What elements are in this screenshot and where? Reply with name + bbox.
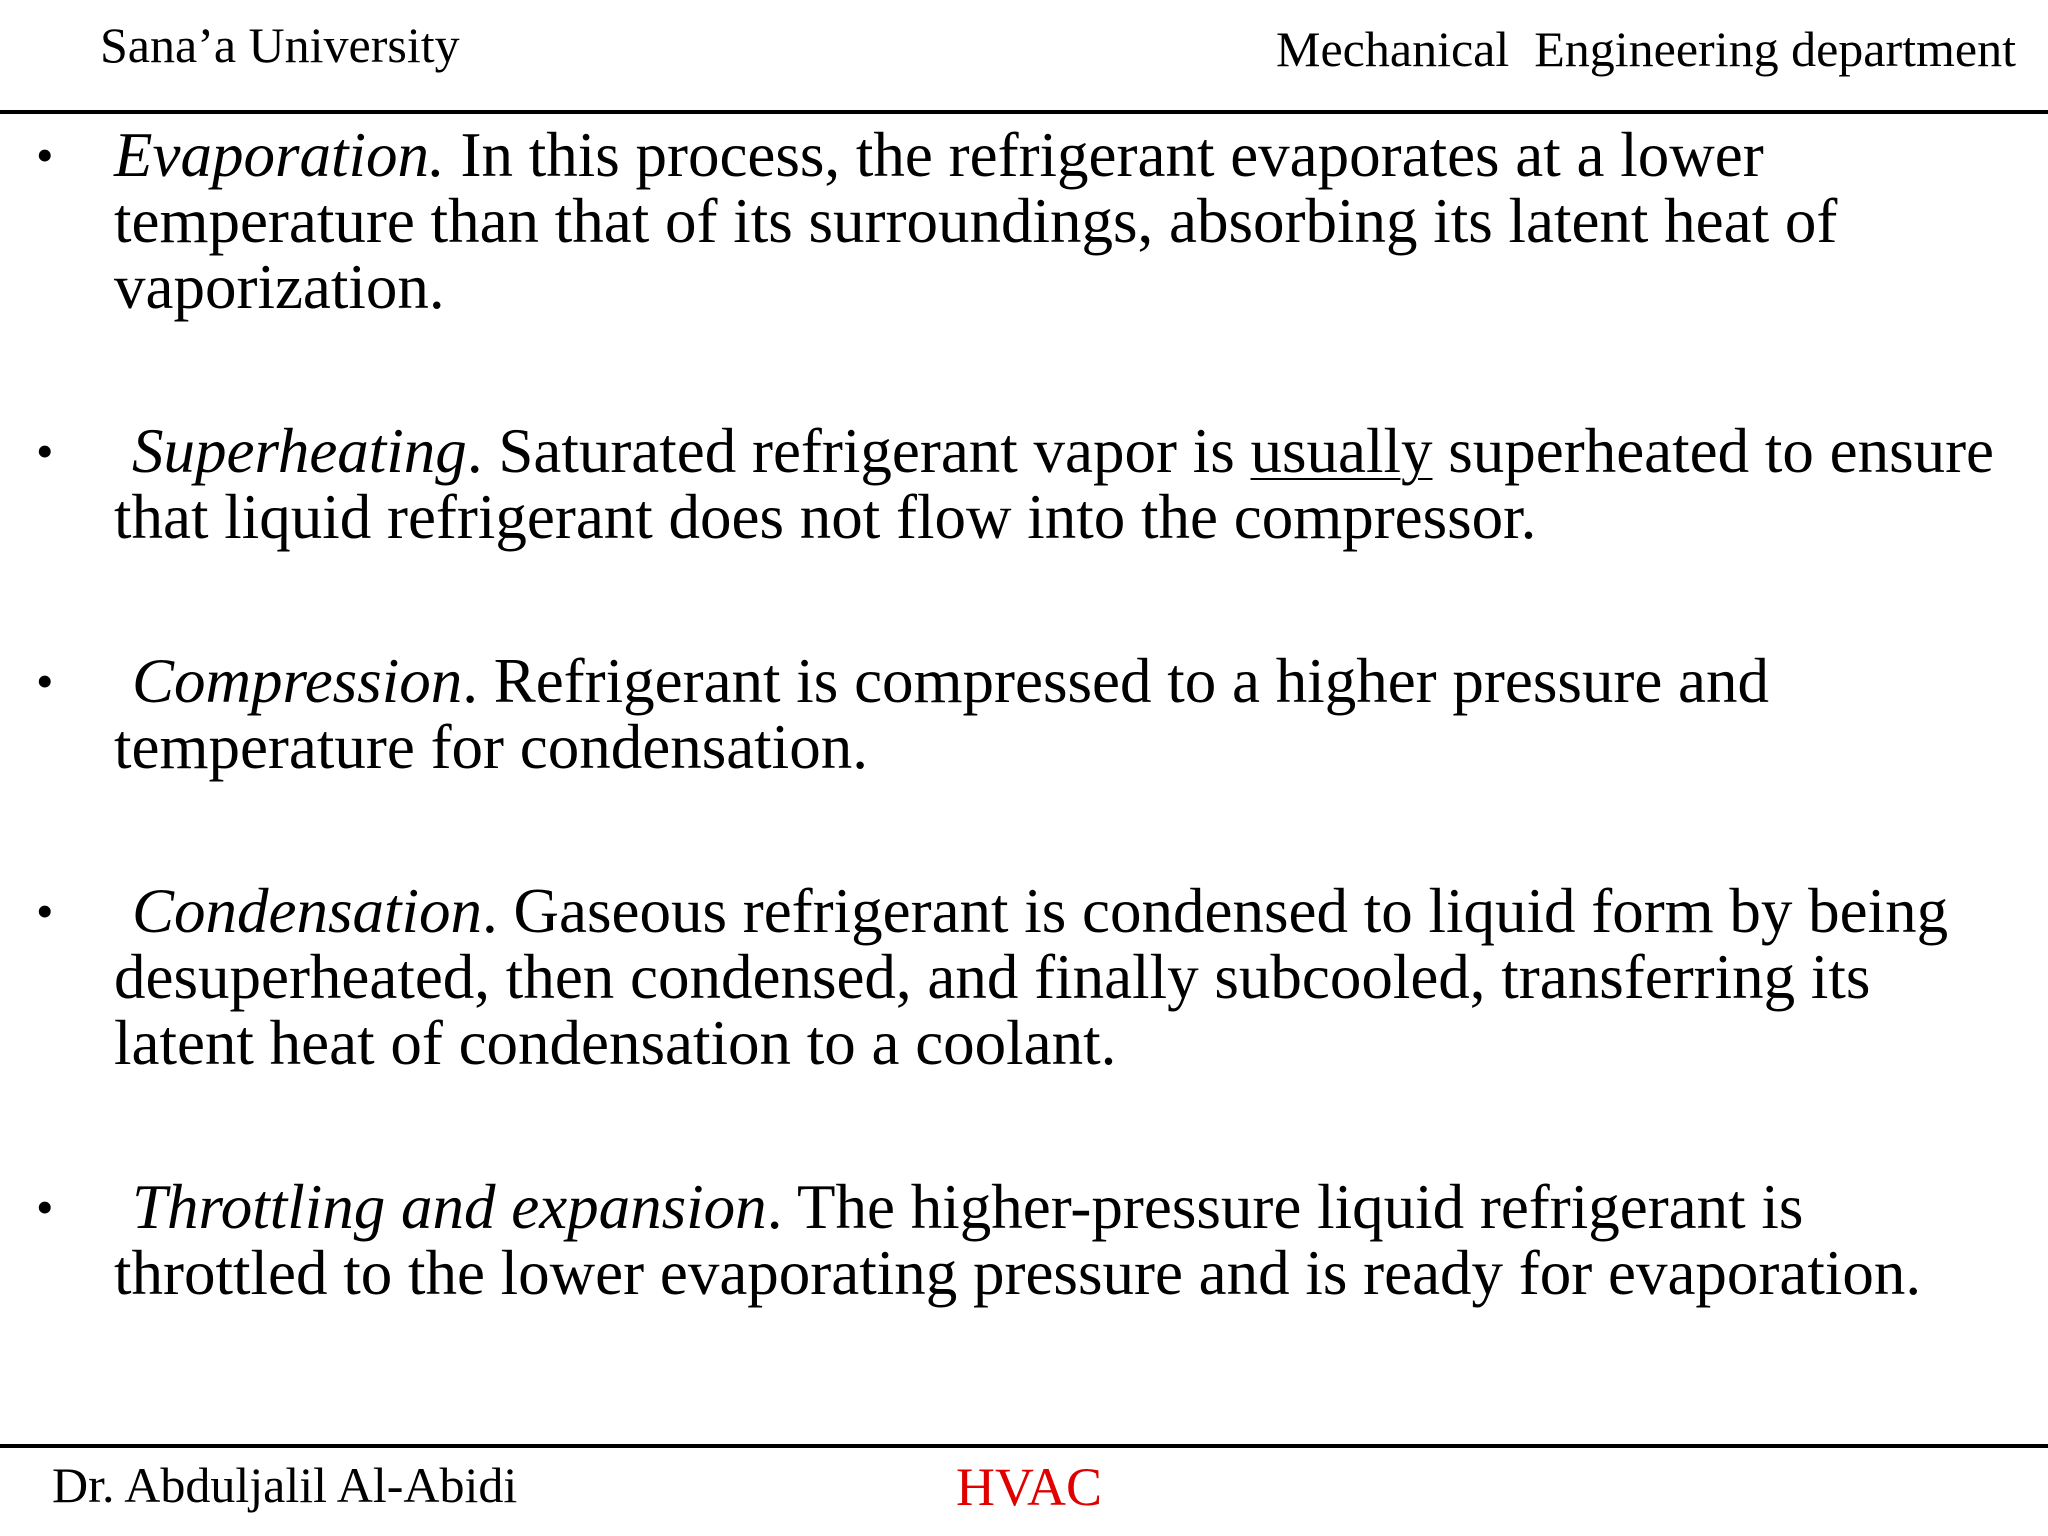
text-superheating-before: . Saturated refrigerant vapor is (466, 416, 1251, 486)
header-department: Mechanical Engineering department (1276, 21, 2016, 77)
footer-course: HVAC (956, 1457, 1103, 1517)
text-superheating-after: superheated to ensure that liquid refrigerant does not flow into the compressor. (114, 416, 1995, 552)
text-condensation: . Gaseous refrigerant is condensed to liquid form by being desuperheated, then condensed, and finally subcooled, transferring its latent heat of condensation to a coolant. (114, 876, 1949, 1078)
footer-author: Dr. Abduljalil Al-Abidi (52, 1457, 518, 1513)
header-university: Sana’a University (100, 17, 460, 73)
underlined-usually: usually (1250, 416, 1433, 486)
term-throttling: Throttling and expansion (132, 1172, 767, 1242)
bullet-icon: • (36, 1179, 54, 1235)
bullet-list (0, 122, 2048, 1306)
term-evaporation: Evaporation. (114, 120, 445, 190)
term-superheating: Superheating (132, 416, 467, 486)
term-condensation: Condensation (132, 876, 483, 946)
bullet-compression (0, 648, 2048, 780)
bullet-condensation (0, 878, 2048, 1076)
term-compression: Compression (132, 646, 463, 716)
text-throttling: . The higher-pressure liquid refrigerant is throttled to the lower evaporating pressure and is ready for evaporation. (114, 1172, 1922, 1308)
text-evaporation: In this process, the refrigerant evaporates at a lower temperature than that of its surroundings, absorbing its latent heat of vaporization. (114, 120, 1838, 322)
top-divider (0, 110, 2048, 114)
bullet-evaporation (0, 122, 2048, 320)
bullet-icon: • (36, 653, 54, 709)
bullet-icon: • (36, 883, 54, 939)
bullet-icon: • (36, 127, 54, 183)
bottom-divider (0, 1444, 2048, 1448)
bullet-icon: • (36, 423, 54, 479)
bullet-superheating (0, 418, 2048, 550)
bullet-throttling (0, 1174, 2048, 1306)
text-compression: . Refrigerant is compressed to a higher pressure and temperature for condensation. (114, 646, 1770, 782)
